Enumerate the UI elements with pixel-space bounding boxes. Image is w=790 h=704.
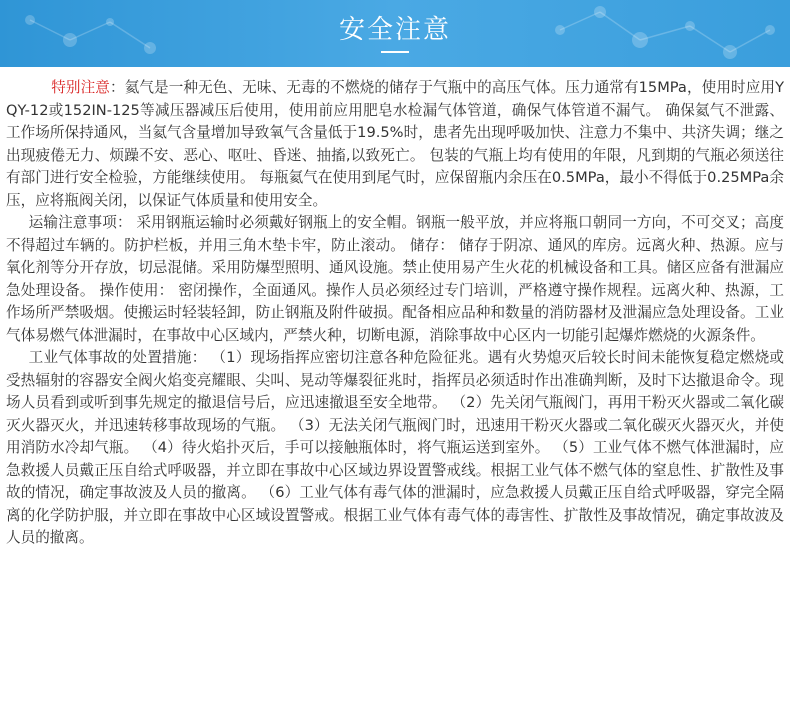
special-notice-colon: ： <box>110 79 125 96</box>
header-banner <box>0 0 790 67</box>
safety-notes-body <box>6 77 784 550</box>
special-notice-text: 氦气是一种无色、无味、无毒的不燃烧的储存于气瓶中的高压气体。压力通常有15MPa，使用时应用YQY-12或152IN-125等减压器减压后使用，使用前应用肥皂水检漏气体管道，确保气体管道不漏气。 确保氦气不泄露、工作场所保持通风，当氦气含量增加导致氧气含量低于19.5%时，患者先出现呼吸加快、注意力不集中、共济失调；继之出现疲倦无力、烦躁不安、恶心、呕吐、昏迷、抽搐,以致死亡。 包装的气瓶上均有使用的年限，凡到期的气瓶必须送往有部门进行安全检验，方能继续使用。 每瓶氦气在使用到尾气时，应保留瓶内余压在0.5MPa，最小不得低于0.25MPa余压，应将瓶阀关闭，以保证气体质量和使用安全。 <box>6 79 784 209</box>
accident-handling-paragraph: 工业气体事故的处置措施： （1）现场指挥应密切注意各种危险征兆。遇有火势熄灭后较长时间未能恢复稳定燃烧或受热辐射的容器安全阀火焰变亮耀眼、尖叫、晃动等爆裂征兆时，指挥员必须适时作出准确判断，及时下达撤退命令。现场人员看到或听到事先规定的撤退信号后，应迅速撤退至安全地带。 （2）先关闭气瓶阀门，再用干粉灭火器或二氧化碳灭火器灭火，并迅速转移事故现场的气瓶。 （3）无法关闭气瓶阀门时，迅速用干粉灭火器或二氧化碳灭火器灭火，并使用消防水冷却气瓶。 （4）待火焰扑灭后，手可以接触瓶体时，将气瓶运送到室外。 （5）工业气体不燃气体泄漏时，应急救援人员戴正压自给式呼吸器，并立即在事故中心区域边界设置警戒线。根据工业气体不燃气体的窒息性、扩散性及事故的情况，确定事故波及人员的撤离。 （6）工业气体有毒气体的泄漏时，应急救援人员戴正压自给式呼吸器，穿完全隔离的化学防护服，并立即在事故中心区域设置警戒。根据工业气体有毒气体的毒害性、扩散性及事故情况，确定事故波及人员的撤离。 <box>6 349 784 546</box>
special-notice-paragraph <box>6 77 784 212</box>
transport-storage-paragraph: 运输注意事项： 采用钢瓶运输时必须戴好钢瓶上的安全帽。钢瓶一般平放，并应将瓶口朝同一方向，不可交叉；高度不得超过车辆的。防护栏板，并用三角木垫卡牢，防止滚动。 储存： 储存于阴凉、通风的库房。远离火种、热源。应与氧化剂等分开存放，切忌混储。采用防爆型照明、通风设施。禁止使用易产生火花的机械设备和工具。储区应备有泄漏应急处理设备。 操作使用： 密闭操作，全面通风。操作人员必须经过专门培训，严格遵守操作规程。远离火种、热源，工作场所严禁吸烟。使搬运时轻装轻卸，防止钢瓶及附件破损。配备相应品种和数量的消防器材及泄漏应急处理设备。工业气体易燃气体泄漏时，在事故中心区域内，严禁火种，切断电源，消除事故中心区内一切能引起爆炸燃烧的火源条件。 <box>6 214 784 344</box>
page-title: 安全注意 <box>338 15 451 45</box>
title-underline <box>381 51 409 53</box>
special-notice-label: 特别注意 <box>51 79 110 96</box>
